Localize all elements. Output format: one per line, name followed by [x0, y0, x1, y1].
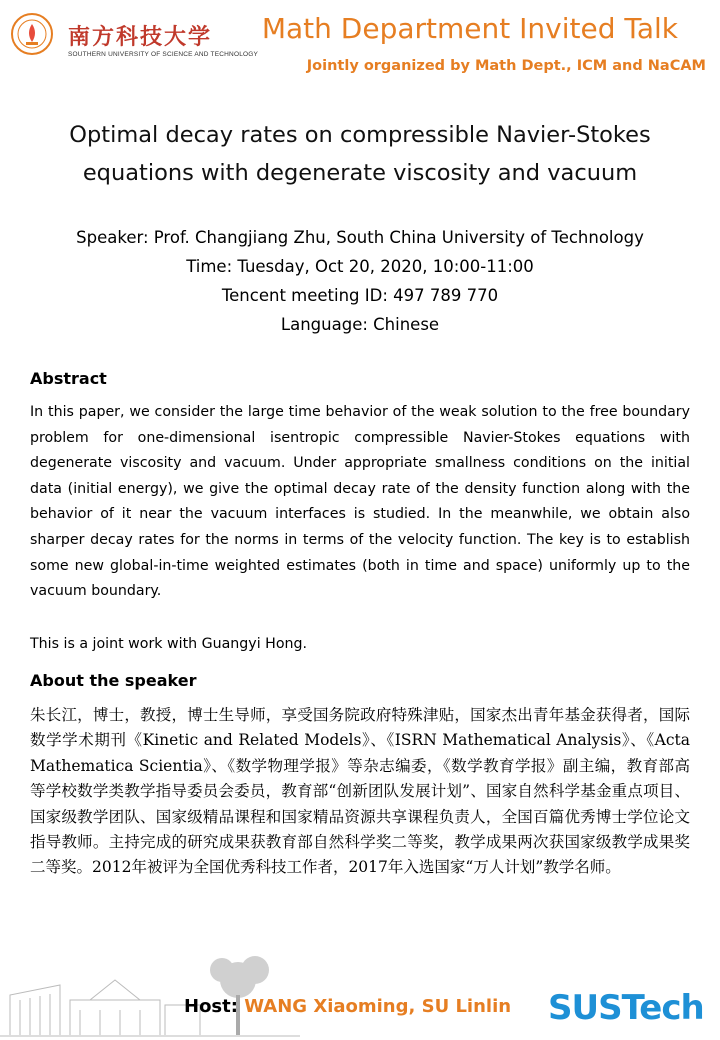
page-title: Math Department Invited Talk — [261, 12, 678, 45]
header — [0, 0, 720, 80]
about-speaker-heading: About the speaker — [30, 671, 197, 690]
host-label: Host: — [184, 996, 238, 1017]
talk-info — [0, 223, 720, 339]
host-line — [184, 996, 511, 1017]
speaker-bio: 朱长江，博士，教授，博士生导师，享受国务院政府特殊津贴，国家杰出青年基金获得者，国际数学学术期刊《Kinetic and Related Models》、《ISRN Mathematical Analysis》、《Acta Mathematica Scientia》、《数学物理学报》等杂志编委，《数学教育学报》副主编，教育部高等学校数学类教学指导委员会委员，教育部“创新团队发展计划”、国家自然科学基金重点项目、国家级教学团队、国家级精品课程和国家精品资源共享课程负责人，全国百篇优秀博士学位论文指导教师。主持完成的研究成果获教育部自然科学奖二等奖，教学成果两次获国家级教学成果奖二等奖。2012年被评为全国优秀科技工作者，2017年入选国家“万人计划”教学名师。 — [30, 706, 690, 877]
meeting-line: Tencent meeting ID: 497 789 770 — [221, 286, 499, 305]
language-line: Language: Chinese — [280, 315, 440, 334]
university-seal-icon — [10, 12, 54, 56]
abstract-heading: Abstract — [30, 369, 107, 388]
sustech-logo: SUSTech — [548, 988, 704, 1028]
speaker-line: Speaker: Prof. Changjiang Zhu, South China University of Technology — [76, 228, 644, 247]
host-names: WANG Xiaoming, SU Linlin — [244, 996, 512, 1017]
talk-title-line-2: equations with degenerate viscosity and vacuum — [82, 160, 638, 186]
joint-work-note: This is a joint work with Guangyi Hong. — [30, 636, 308, 652]
talk-title-line-1: Optimal decay rates on compressible Navier-Stokes — [69, 122, 651, 148]
university-name-cn: 南方科技大学 — [68, 24, 213, 50]
university-name-en: SOUTHERN UNIVERSITY OF SCIENCE AND TECHNOLOGY — [68, 51, 259, 58]
campus-buildings-illustration — [0, 940, 300, 1040]
page-subtitle: Jointly organized by Math Dept., ICM and NaCAM — [306, 58, 706, 74]
abstract-body: In this paper, we consider the large time behavior of the weak solution to the free boundary problem for one-dimensional isentropic compressible Navier-Stokes equations with degenerate viscosity and vacuum. Under appropriate smallness conditions on the initial data (initial energy), we give the optimal decay rate of the density function along with the behavior of it near the vacuum interfaces is studied. In the meanwhile, we obtain also sharper decay rates for the norms in terms of the velocity function. The key is to establish some new global-in-time weighted estimates (both in time and space) uniformly up to the vacuum boundary. — [30, 404, 690, 600]
time-line: Time: Tuesday, Oct 20, 2020, 10:00-11:00 — [186, 257, 534, 276]
talk-title — [0, 116, 720, 192]
